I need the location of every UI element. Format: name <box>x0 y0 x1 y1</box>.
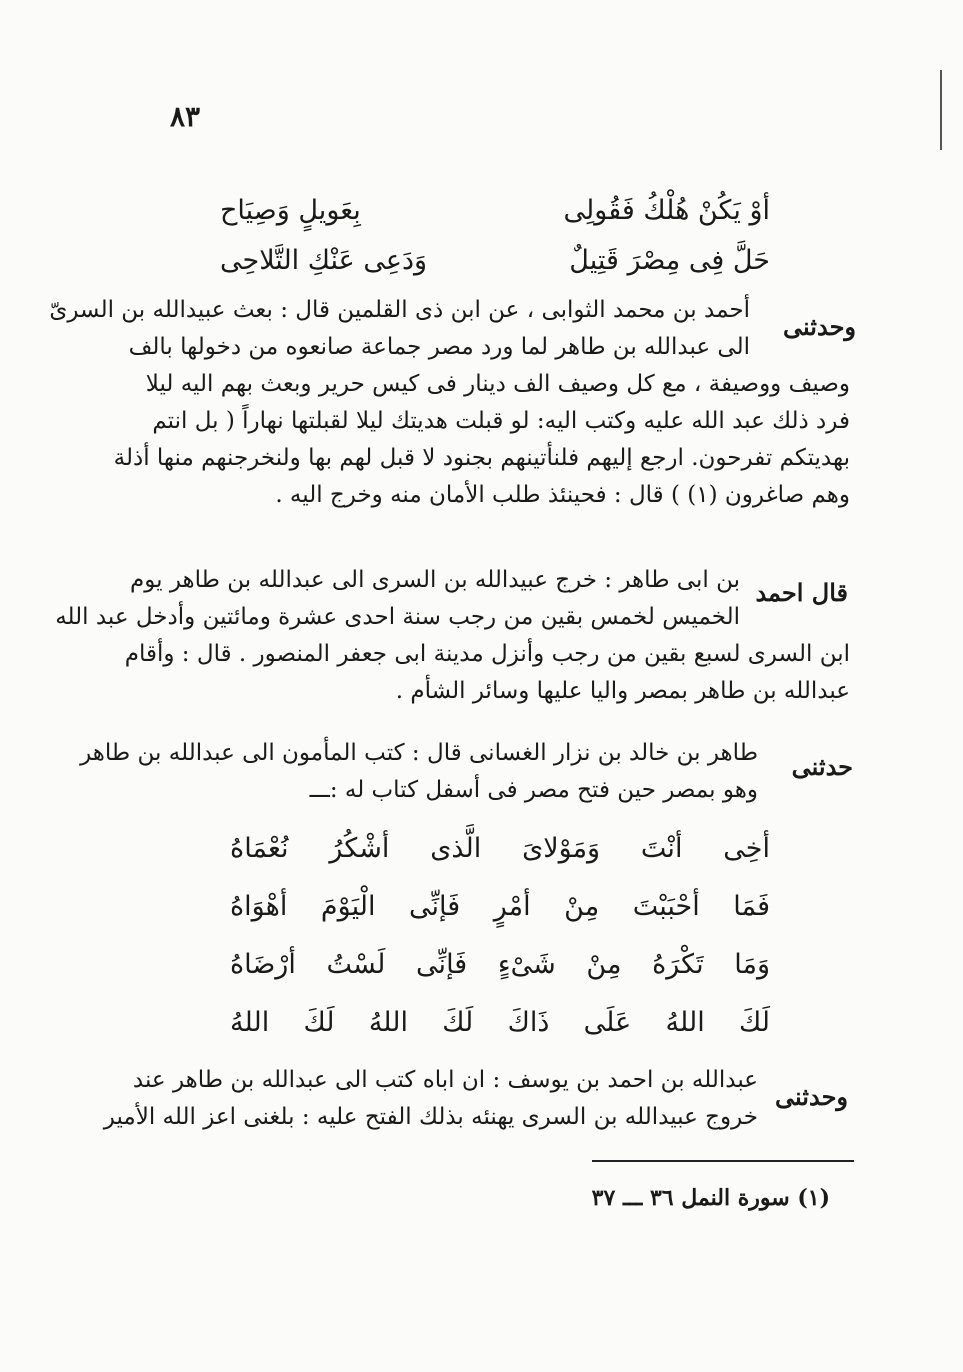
paragraph <box>49 292 750 366</box>
verse-word: أخِى <box>723 833 770 864</box>
section-label: وحدثنى <box>783 312 856 341</box>
text-line: طاهر بن خالد بن نزار الغسانى قال : كتب المأمون الى عبدالله بن طاهر <box>80 740 758 766</box>
text-line: وهم صاغرون (١) ) قال : فحينئذ طلب الأمان منه وخرج اليه . <box>275 482 850 508</box>
paragraph <box>124 636 850 710</box>
text-line: الى عبدالله بن طاهر لما ورد مصر جماعة صانعوه من دخولها بالف <box>128 334 750 360</box>
poem-middle-verse <box>230 994 770 1052</box>
text-line: ابن السرى لسبع بقين من رجب وأنزل مدينة ابى جعفر المنصور . قال : وأقام <box>124 641 850 667</box>
verse-word: أرْضَاهُ <box>230 949 296 980</box>
text-line: بن ابى طاهر : خرج عبيدالله بن السرى الى عبدالله بن طاهر يوم <box>130 567 740 593</box>
section-label: حدثنى <box>791 752 853 781</box>
paragraph <box>80 735 758 809</box>
text-line: خروج عبيدالله بن السرى يهنئه بذلك الفتح عليه : بلغنى اعز الله الأمير <box>103 1104 758 1130</box>
text-line: عبدالله بن احمد بن يوسف : ان اباه كتب الى عبدالله بن طاهر عند <box>132 1067 758 1093</box>
verse-word: وَمَوْلاىَ <box>522 833 601 864</box>
text-line: بهديتكم تفرحون. ارجع إليهم فلنأتينهم بجنود لا قبل لهم بها ولنخرجنهم منها أذلة <box>113 445 850 471</box>
poem-top-verse <box>220 235 770 285</box>
text-line: فرد ذلك عبد الله عليه وكتب اليه: لو قبلت هديتك ليلا لقبلتها نهاراً ( بل انتم <box>152 408 850 434</box>
verse-word: الْيَوْمَ <box>320 891 376 922</box>
text-line: وصيف ووصيفة ، مع كل وصيف الف دينار فى كيس حرير وبعث بهم اليه ليلا <box>145 371 850 397</box>
verse-word: اللهُ <box>665 1007 705 1038</box>
verse-word: نُعْمَاهُ <box>230 833 289 864</box>
verse-word: ذَاكَ <box>507 1007 550 1038</box>
poem-middle-verse <box>230 936 770 994</box>
poem-middle <box>230 820 770 1052</box>
verse-word: أحْبَبْتَ <box>632 891 700 922</box>
poem-top-verse <box>220 185 770 235</box>
verse-word: أنْتَ <box>640 833 683 864</box>
verse-first-hemistich: حَلَّ فِى مِصْرَ قَتِيلٌ <box>569 244 770 276</box>
footnote-divider <box>592 1160 854 1162</box>
verse-word: فَمَا <box>733 891 770 922</box>
verse-word: فَإنِّى <box>409 891 461 922</box>
text-line: عبدالله بن طاهر بمصر واليا عليها وسائر الشأم . <box>395 678 850 704</box>
poem-middle-verse <box>230 878 770 936</box>
verse-word: مِنْ <box>586 949 622 980</box>
verse-second-hemistich: وَدَعِى عَنْكِ التَّلاحِى <box>220 244 428 276</box>
poem-middle-verse <box>230 820 770 878</box>
verse-word: شَىْءٍ <box>497 949 556 980</box>
verse-word: لَكَ <box>442 1007 474 1038</box>
verse-word: أهْوَاهُ <box>230 891 288 922</box>
poem-top <box>220 185 770 285</box>
page-number: ٨٣ <box>170 100 201 133</box>
verse-word: اللهُ <box>368 1007 408 1038</box>
verse-word: مِنْ <box>564 891 600 922</box>
verse-word: اللهُ <box>230 1007 270 1038</box>
verse-word: فَإنِّى <box>416 949 468 980</box>
verse-word: عَلَى <box>583 1007 632 1038</box>
verse-second-hemistich: بِعَويلٍ وَصِيَاح <box>220 194 361 226</box>
section-label: وحدثنى <box>775 1082 848 1111</box>
text-line: وهو بمصر حين فتح مصر فى أسفل كتاب له :ـــ <box>309 777 758 803</box>
text-line: الخميس لخمس بقين من رجب سنة احدى عشرة ومائتين وأدخل عبد الله <box>55 604 740 630</box>
paragraph <box>55 562 740 636</box>
verse-word: الَّذى <box>430 833 482 864</box>
verse-word: لَكَ <box>303 1007 335 1038</box>
paragraph <box>113 366 850 514</box>
paragraph <box>103 1062 758 1136</box>
margin-mark <box>940 70 942 150</box>
footnote: (١) سورة النمل ٣٦ ـــ ٣٧ <box>591 1185 830 1211</box>
verse-word: أشْكُرُ <box>329 833 390 864</box>
verse-first-hemistich: أوْ يَكُنْ هُلْكُ فَقُولِى <box>563 194 770 226</box>
verse-word: وَمَا <box>734 949 770 980</box>
text-line: أحمد بن محمد الثوابى ، عن ابن ذى القلمين قال : بعث عبيدالله بن السرىّ <box>49 297 750 323</box>
verse-word: أمْرٍ <box>493 891 531 922</box>
verse-word: لَكَ <box>739 1007 770 1038</box>
verse-word: لَسْتُ <box>326 949 386 980</box>
section-label: قال احمد <box>755 578 848 607</box>
verse-word: تَكْرَهُ <box>652 949 704 980</box>
